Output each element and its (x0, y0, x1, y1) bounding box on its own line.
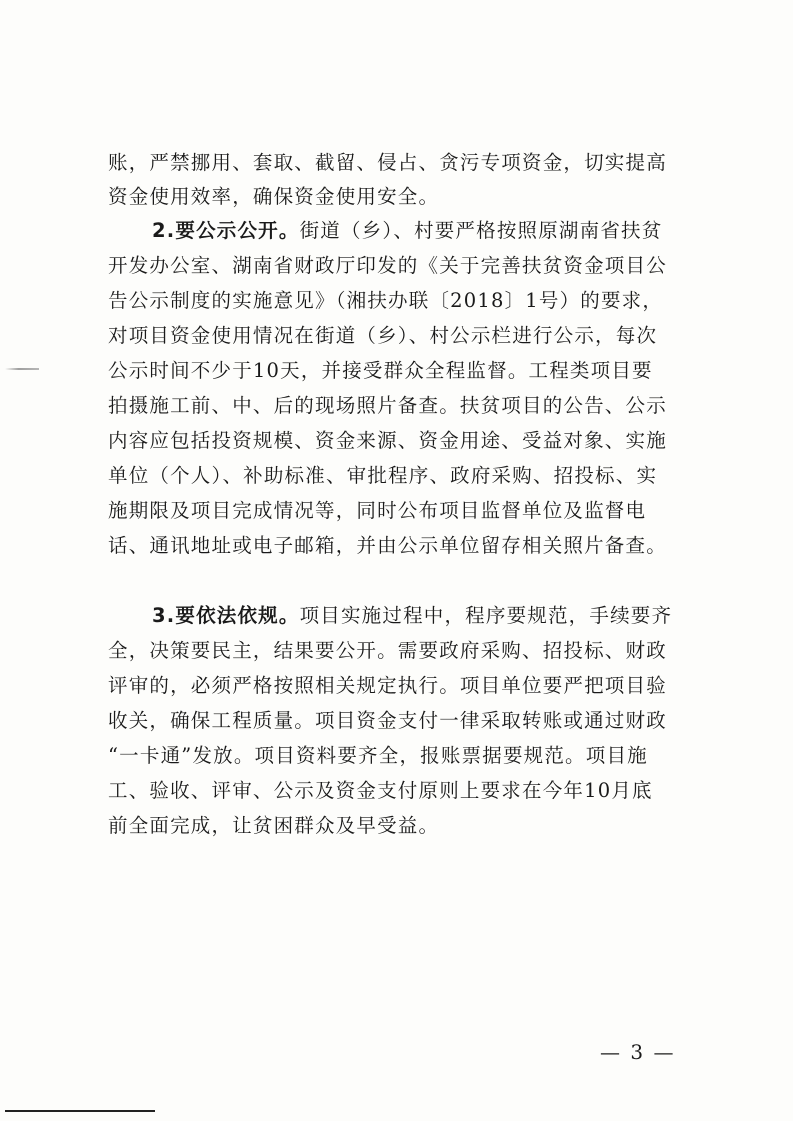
body-text-line: 话、通讯地址或电子邮箱，并由公示单位留存相关照片备查。 (108, 534, 667, 557)
body-text-line: 工、验收、评审、公示及资金支付原则上要求在今年10月底 (108, 779, 653, 802)
body-text-line: 单位（个人）、补助标准、审批程序、政府采购、招投标、实 (108, 464, 658, 487)
body-text-line: 拍摄施工前、中、后的现场照片备查。扶贫项目的公告、公示 (108, 394, 667, 417)
body-text-line: 对项目资金使用情况在街道（乡）、村公示栏进行公示，每次 (108, 324, 658, 347)
bottom-rule (5, 1110, 155, 1112)
body-text-line: 施期限及项目完成情况等，同时公布项目监督单位及监督电 (108, 499, 647, 522)
section-2-heading: 2.要公示公开。 (152, 219, 300, 242)
body-text-line: 收关，确保工程质量。项目资金支付一律采取转账或通过财政 (108, 709, 667, 732)
body-text-line: 开发办公室、湖南省财政厅印发的《关于完善扶贫资金项目公 (108, 254, 667, 277)
section-3-paragraph-start (152, 601, 688, 631)
body-text-line: 前全面完成，让贫困群众及早受益。 (108, 814, 440, 837)
body-text-line: “一卡通”发放。项目资料要齐全，报账票据要规范。项目施 (108, 744, 648, 767)
section-3-text: 项目实施过程中，程序要规范，手续要齐 (299, 604, 673, 627)
page-number: — 3 — (600, 1040, 676, 1064)
body-text-line: 内容应包括投资规模、资金来源、资金用途、受益对象、实施 (108, 429, 667, 452)
section-2-text: 街道（乡）、村要严格按照原湖南省扶贫 (299, 219, 663, 242)
body-text-line: 资金使用效率，确保资金使用安全。 (108, 185, 440, 208)
body-text-line: 评审的，必须严格按照相关规定执行。项目单位要严把项目验 (108, 674, 667, 697)
section-3-heading: 3.要依法依规。 (152, 604, 300, 627)
section-2-paragraph-start (152, 216, 688, 246)
body-text-line: 告公示制度的实施意见》（湘扶办联〔2018〕1号）的要求， (108, 289, 664, 312)
margin-mark (5, 368, 39, 370)
body-text-line (108, 566, 688, 596)
body-text-line: 公示时间不少于10天，并接受群众全程监督。工程类项目要 (108, 359, 653, 382)
body-text-line: 账，严禁挪用、套取、截留、侵占、贪污专项资金，切实提高 (108, 151, 667, 174)
body-text-line: 全，决策要民主，结果要公开。需要政府采购、招投标、财政 (108, 639, 667, 662)
